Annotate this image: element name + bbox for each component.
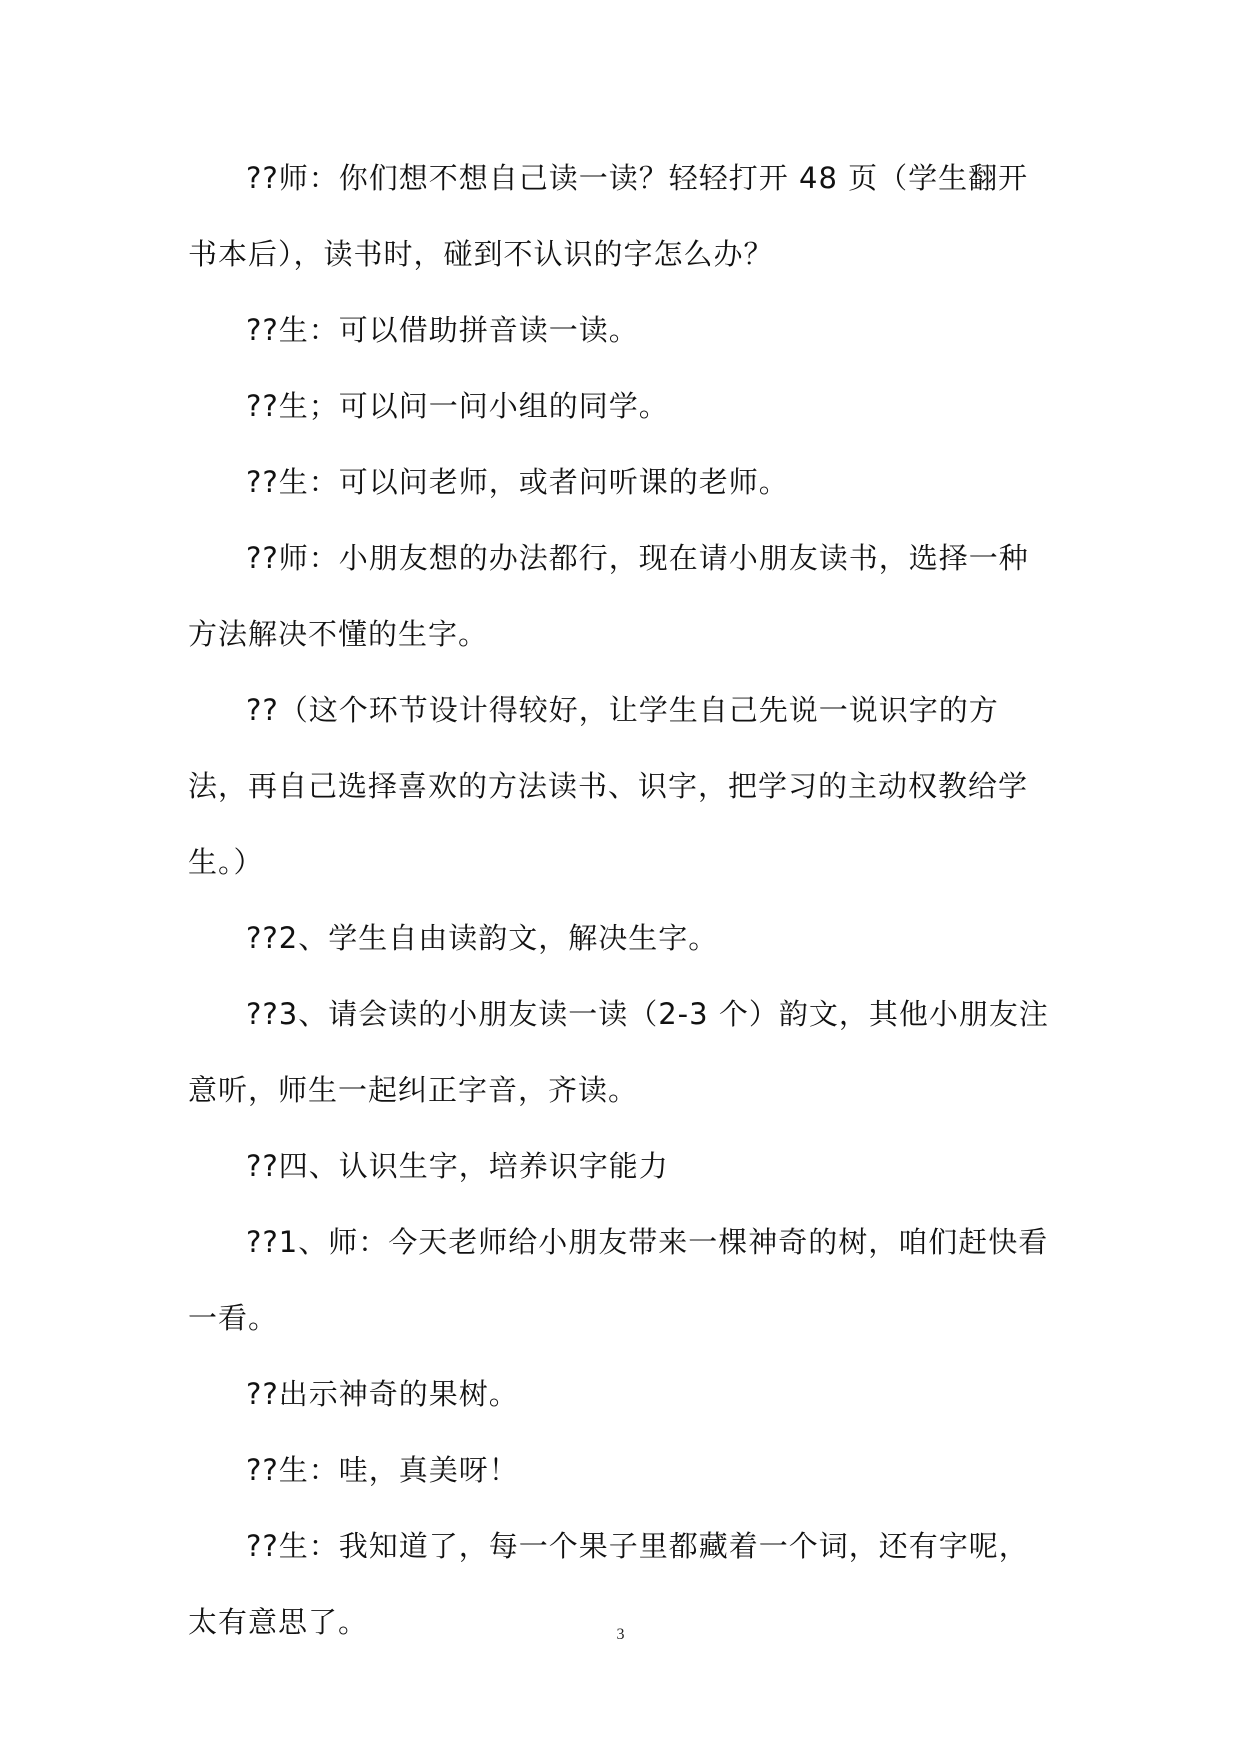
paragraph-4: ??生：可以问老师，或者问听课的老师。 (246, 465, 789, 499)
document-body (188, 140, 1053, 1660)
paragraph-6: ??（这个环节设计得较好，让学生自己先说一说识字的方法，再自己选择喜欢的方法读书、识字，把学习的主动权教给学生。） (188, 693, 1029, 879)
paragraph-9: ??四、认识生字，培养识字能力 (246, 1149, 669, 1183)
paragraph-1: ??师：你们想不想自己读一读？轻轻打开 48 页（学生翻开书本后），读书时，碰到不认识的字怎么办？ (188, 161, 1029, 271)
page-number: 3 (616, 1626, 625, 1643)
paragraph-2: ??生：可以借助拼音读一读。 (246, 313, 639, 347)
paragraph-5: ??师：小朋友想的办法都行，现在请小朋友读书，选择一种方法解决不懂的生字。 (188, 541, 1029, 651)
paragraph-10: ??1、师：今天老师给小朋友带来一棵神奇的树，咱们赶快看一看。 (188, 1225, 1049, 1335)
paragraph-12: ??生：哇，真美呀！ (246, 1453, 519, 1487)
paragraph-13: ??生：我知道了，每一个果子里都藏着一个词，还有字呢，太有意思了。 (188, 1529, 1029, 1639)
paragraph-3: ??生；可以问一问小组的同学。 (246, 389, 669, 423)
paragraph-8: ??3、请会读的小朋友读一读（2-3 个）韵文，其他小朋友注意听，师生一起纠正字音，齐读。 (188, 997, 1049, 1107)
paragraph-7: ??2、学生自由读韵文，解决生字。 (246, 921, 719, 955)
paragraph-11: ??出示神奇的果树。 (246, 1377, 519, 1411)
